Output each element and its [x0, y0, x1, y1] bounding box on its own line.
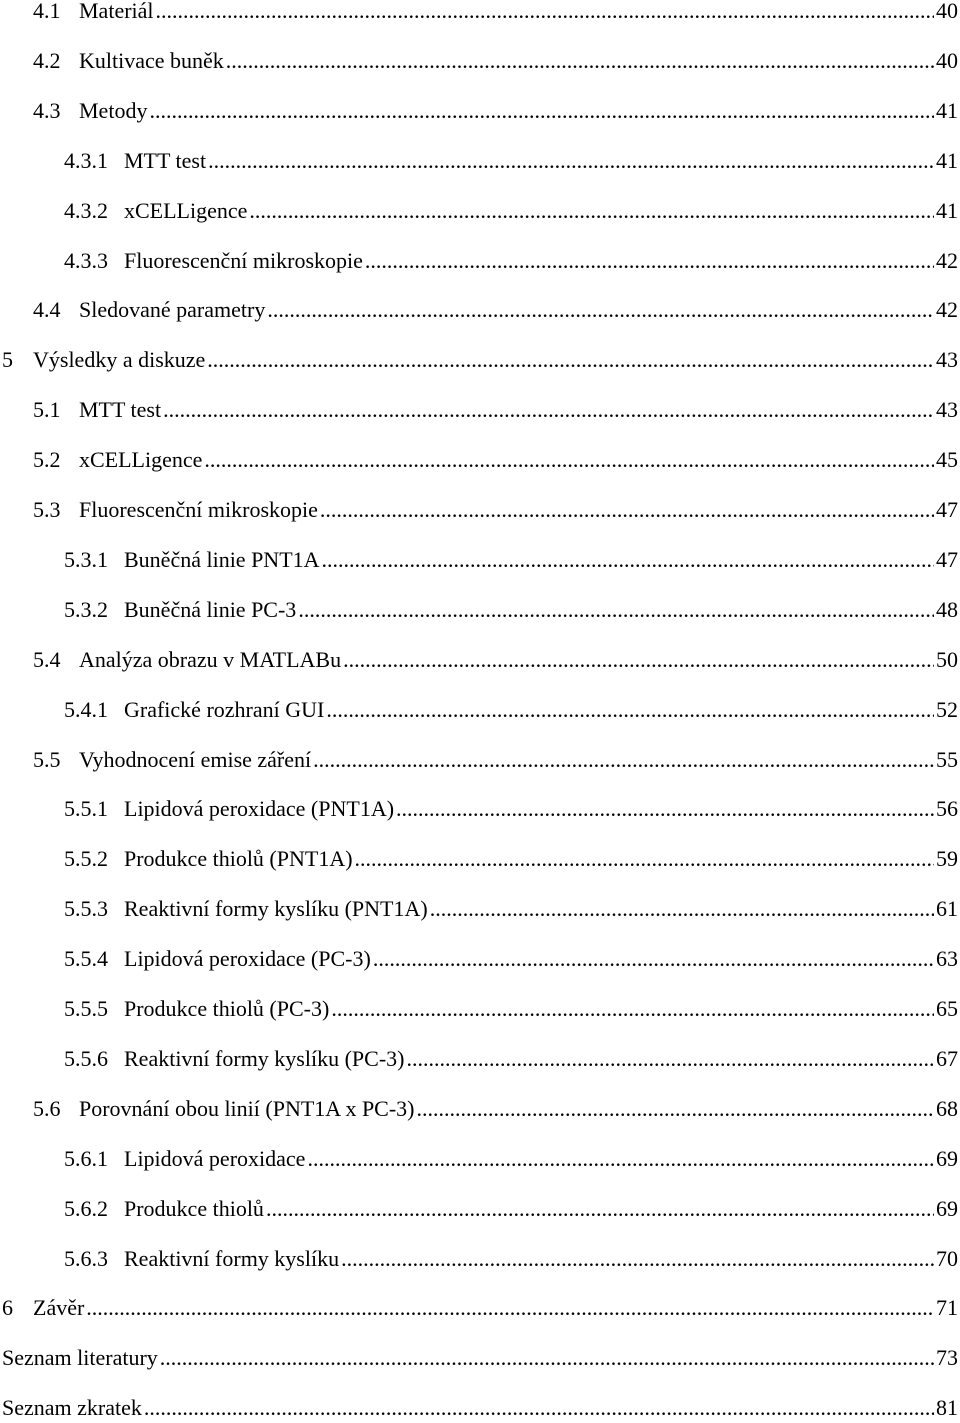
toc-entry[interactable] [0, 794, 958, 824]
toc-entry-page: 55 [936, 746, 958, 772]
toc-entry-page: 42 [936, 247, 958, 273]
toc-entry[interactable] [0, 146, 958, 176]
toc-entry-title: Buněčná linie PNT1A [124, 546, 320, 572]
toc-entry[interactable] [0, 246, 958, 276]
toc-entry-title: Závěr [33, 1295, 85, 1321]
toc-entry-number: 5.6.2 [64, 1195, 108, 1221]
toc-entry-title: Fluorescenční mikroskopie [124, 247, 363, 273]
toc-dot-leader [298, 595, 934, 625]
toc-entry-title: Produkce thiolů (PC-3) [124, 996, 330, 1021]
toc-entry-number: 4.4 [33, 297, 61, 323]
toc-entry[interactable] [0, 994, 958, 1024]
toc-entry-number: 5.3 [33, 497, 61, 522]
toc-entry-page: 41 [936, 197, 958, 223]
toc-entry-number: 5.3.1 [64, 546, 108, 572]
toc-entry[interactable] [0, 545, 958, 575]
toc-dot-leader [343, 645, 934, 675]
toc-entry-number: 5.5.4 [64, 946, 108, 972]
toc-entry-page: 59 [936, 846, 958, 872]
toc-entry-number: 4.3.2 [64, 197, 108, 223]
toc-entry-number: 5.6.3 [64, 1245, 108, 1271]
toc-entry[interactable] [0, 1044, 958, 1074]
toc-entry[interactable] [0, 1094, 958, 1124]
toc-entry[interactable] [0, 595, 958, 625]
toc-entry[interactable] [0, 1293, 958, 1323]
toc-entry-page: 48 [936, 596, 958, 622]
toc-dot-leader [204, 445, 934, 475]
toc-entry-title: Porovnání obou linií (PNT1A x PC-3) [79, 1095, 415, 1121]
toc-entry-page: 61 [936, 896, 958, 922]
toc-entry-title: Lipidová peroxidace (PC-3) [124, 946, 371, 972]
toc-entry[interactable] [0, 844, 958, 874]
toc-dot-leader [249, 196, 934, 226]
toc-dot-leader [266, 1194, 934, 1224]
toc-entry-title: MTT test [79, 397, 162, 423]
toc-entry-number: 5.5.1 [64, 796, 108, 822]
toc-entry-page: 47 [936, 497, 958, 522]
toc-entry-title: Seznam literatury [2, 1345, 158, 1371]
toc-entry[interactable] [0, 894, 958, 924]
toc-entry-number: 4.3.1 [64, 147, 108, 173]
toc-entry-title: xCELLigence [124, 197, 248, 223]
toc-entry-title: Seznam zkratek [2, 1395, 142, 1421]
toc-dot-leader [267, 295, 934, 325]
toc-entry-page: 63 [936, 946, 958, 972]
toc-entry-number: 5.1 [33, 397, 61, 423]
toc-entry-number: 5.4.1 [64, 696, 108, 722]
toc-entry-page: 65 [936, 996, 958, 1021]
toc-entry-page: 43 [936, 347, 958, 373]
toc-dot-leader [365, 246, 934, 276]
toc-dot-leader [320, 495, 934, 525]
toc-dot-leader [331, 994, 934, 1024]
toc-entry-title: Výsledky a diskuze [33, 347, 206, 373]
toc-entry-title: MTT test [124, 147, 207, 173]
toc-entry[interactable] [0, 495, 958, 525]
toc-entry-title: Reaktivní formy kyslíku [124, 1245, 340, 1271]
toc-entry-page: 45 [936, 447, 958, 473]
toc-dot-leader [406, 1044, 934, 1074]
toc-entry-page: 43 [936, 397, 958, 423]
toc-entry-number: 4.1 [33, 0, 61, 23]
toc-dot-leader [207, 345, 934, 375]
toc-entry[interactable] [0, 1343, 958, 1373]
toc-entry[interactable] [0, 944, 958, 974]
toc-entry[interactable] [0, 745, 958, 775]
toc-entry-number: 4.2 [33, 47, 61, 73]
toc-dot-leader [208, 146, 934, 176]
toc-entry-page: 40 [936, 0, 958, 23]
toc-dot-leader [373, 944, 934, 974]
toc-entry-number: 5.6 [33, 1095, 61, 1121]
toc-dot-leader [396, 794, 934, 824]
toc-entry-number: 5.5.3 [64, 896, 108, 922]
toc-entry-page: 56 [936, 796, 958, 822]
toc-dot-leader [341, 1244, 934, 1274]
toc-entry-page: 41 [936, 147, 958, 173]
toc-entry-number: 5.5.5 [64, 996, 108, 1021]
toc-entry-page: 41 [936, 97, 958, 123]
toc-entry-title: Sledované parametry [79, 297, 266, 323]
toc-entry-title: Produkce thiolů [124, 1195, 264, 1221]
toc-entry-number: 5.4 [33, 646, 61, 672]
toc-entry-page: 69 [936, 1195, 958, 1221]
toc-entry[interactable] [0, 1144, 958, 1174]
toc-entry-page: 71 [936, 1295, 958, 1321]
toc-entry-page: 50 [936, 646, 958, 672]
toc-dot-leader [355, 844, 934, 874]
toc-dot-leader [86, 1293, 934, 1323]
toc-entry-title: Lipidová peroxidace (PNT1A) [124, 796, 395, 822]
toc-entry-number: 5.6.1 [64, 1145, 108, 1171]
toc-entry-number: 5.5.2 [64, 846, 108, 872]
toc-entry[interactable] [0, 645, 958, 675]
toc-entry-number: 5.5 [33, 746, 61, 772]
toc-dot-leader [326, 695, 934, 725]
toc-entry-page: 67 [936, 1045, 958, 1071]
toc-entry-page: 52 [936, 696, 958, 722]
toc-dot-leader [160, 1343, 934, 1373]
toc-entry-page: 73 [936, 1345, 958, 1371]
toc-dot-leader [430, 894, 934, 924]
toc-entry[interactable] [0, 1244, 958, 1274]
toc-entry-title: Metody [79, 97, 148, 123]
toc-entry[interactable] [0, 295, 958, 325]
toc-dot-leader [226, 46, 934, 76]
toc-entry-number: 5.2 [33, 447, 61, 473]
toc-dot-leader [322, 545, 934, 575]
toc-entry[interactable] [0, 695, 958, 725]
toc-entry-title: Grafické rozhraní GUI [124, 696, 325, 722]
toc-entry[interactable] [0, 1194, 958, 1224]
toc-entry-page: 42 [936, 297, 958, 323]
toc-entry[interactable] [0, 395, 958, 425]
toc-dot-leader [313, 745, 934, 775]
toc-dot-leader [156, 0, 934, 26]
toc-entry-page: 47 [936, 546, 958, 572]
toc-entry-title: Produkce thiolů (PNT1A) [124, 846, 353, 872]
toc-entry-page: 68 [936, 1095, 958, 1121]
toc-entry-title: Lipidová peroxidace [124, 1145, 306, 1171]
toc-entry[interactable] [0, 0, 958, 26]
toc-entry-page: 69 [936, 1145, 958, 1171]
toc-entry-number: 4.3 [33, 97, 61, 123]
toc-entry-number: 5.3.2 [64, 596, 108, 622]
toc-entry-title: Analýza obrazu v MATLABu [79, 646, 342, 672]
toc-entry-number: 6 [2, 1295, 13, 1321]
toc-dot-leader [307, 1144, 934, 1174]
toc-entry-number: 4.3.3 [64, 247, 108, 273]
toc-entry-number: 5.5.6 [64, 1045, 108, 1071]
toc-entry[interactable] [0, 345, 958, 375]
toc-entry-title: Vyhodnocení emise záření [79, 746, 312, 772]
toc-entry-title: Materiál [79, 0, 154, 23]
toc-entry-page: 40 [936, 47, 958, 73]
toc-dot-leader [163, 395, 934, 425]
toc-entry-title: Buněčná linie PC-3 [124, 596, 297, 622]
toc-entry-number: 5 [2, 347, 13, 373]
toc-entry-page: 81 [936, 1395, 958, 1421]
toc-dot-leader [417, 1094, 934, 1124]
toc-entry[interactable] [0, 96, 958, 126]
toc-entry-title: Kultivace buněk [79, 47, 224, 73]
toc-entry-page: 70 [936, 1245, 958, 1271]
toc-entry[interactable] [0, 196, 958, 226]
toc-entry-title: Fluorescenční mikroskopie [79, 497, 318, 522]
toc-entry-title: Reaktivní formy kyslíku (PNT1A) [124, 896, 428, 922]
toc-entry[interactable] [0, 46, 958, 76]
toc-entry-title: Reaktivní formy kyslíku (PC-3) [124, 1045, 405, 1071]
toc-entry-title: xCELLigence [79, 447, 203, 473]
toc-entry[interactable] [0, 445, 958, 475]
toc-dot-leader [149, 96, 934, 126]
